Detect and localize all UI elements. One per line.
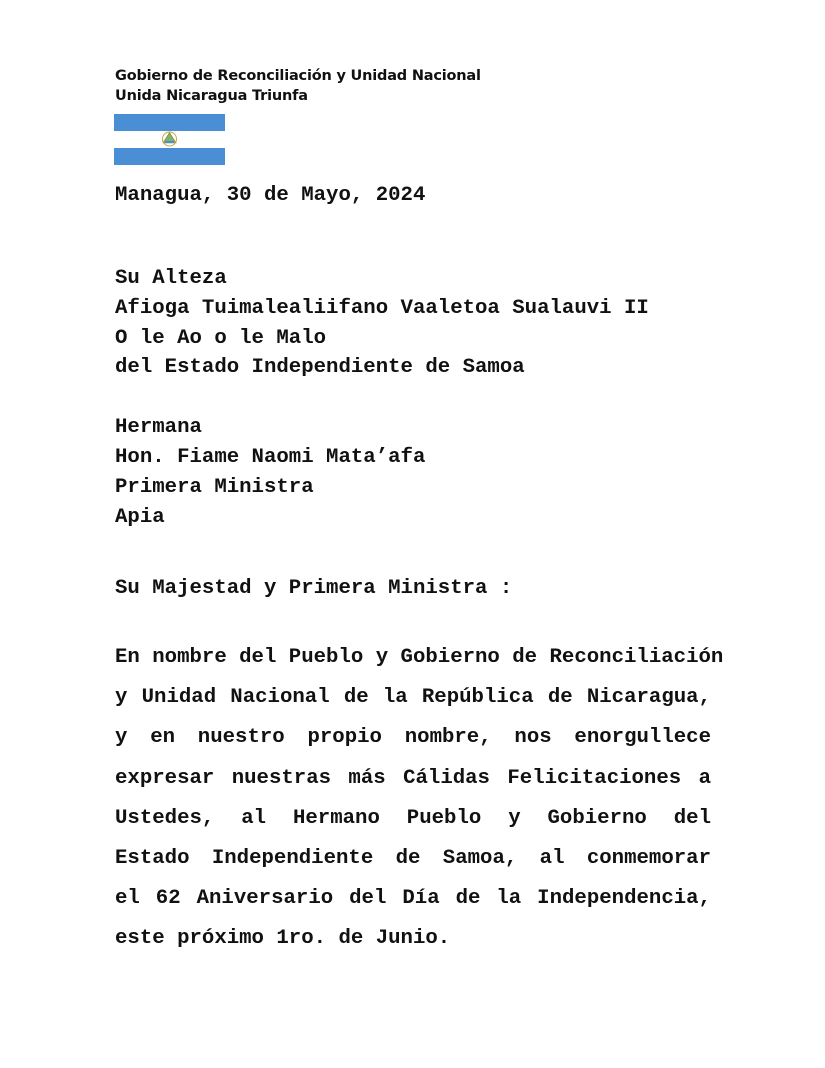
body-line: este próximo 1ro. de Junio. xyxy=(115,927,451,951)
date-line: Managua, 30 de Mayo, 2024 xyxy=(115,184,426,207)
letter-body xyxy=(115,638,724,960)
body-line: el 62 Aniversario del Día de la Independencia, xyxy=(115,887,711,911)
recipient-office: Primera Ministra xyxy=(115,476,314,499)
government-name: Gobierno de Reconciliación y Unidad Nacional xyxy=(115,68,481,84)
recipient-name: Hon. Fiame Naomi Mata’afa xyxy=(115,446,426,469)
body-line: Estado Independiente de Samoa, al conmemorar xyxy=(115,847,711,871)
body-line: expresar nuestras más Cálidas Felicitaciones a xyxy=(115,766,711,790)
nicaragua-flag-icon xyxy=(114,114,225,165)
recipient-title: Hermana xyxy=(115,416,202,439)
recipient-title: Su Alteza xyxy=(115,267,227,290)
salutation: Su Majestad y Primera Ministra : xyxy=(115,577,513,600)
recipient-office: O le Ao o le Malo xyxy=(115,327,327,350)
body-line: y Unidad Nacional de la República de Nicaragua, xyxy=(115,686,711,710)
recipient-country: del Estado Independiente de Samoa xyxy=(115,356,525,379)
body-line: Ustedes, al Hermano Pueblo y Gobierno del xyxy=(115,806,711,830)
body-line: y en nuestro propio nombre, nos enorgullece xyxy=(115,726,711,750)
recipient-city: Apia xyxy=(115,506,165,529)
recipient-name: Afioga Tuimalealiifano Vaaletoa Sualauvi II xyxy=(115,297,649,320)
government-slogan: Unida Nicaragua Triunfa xyxy=(115,88,308,104)
body-line: En nombre del Pueblo y Gobierno de Reconciliación xyxy=(115,646,724,669)
